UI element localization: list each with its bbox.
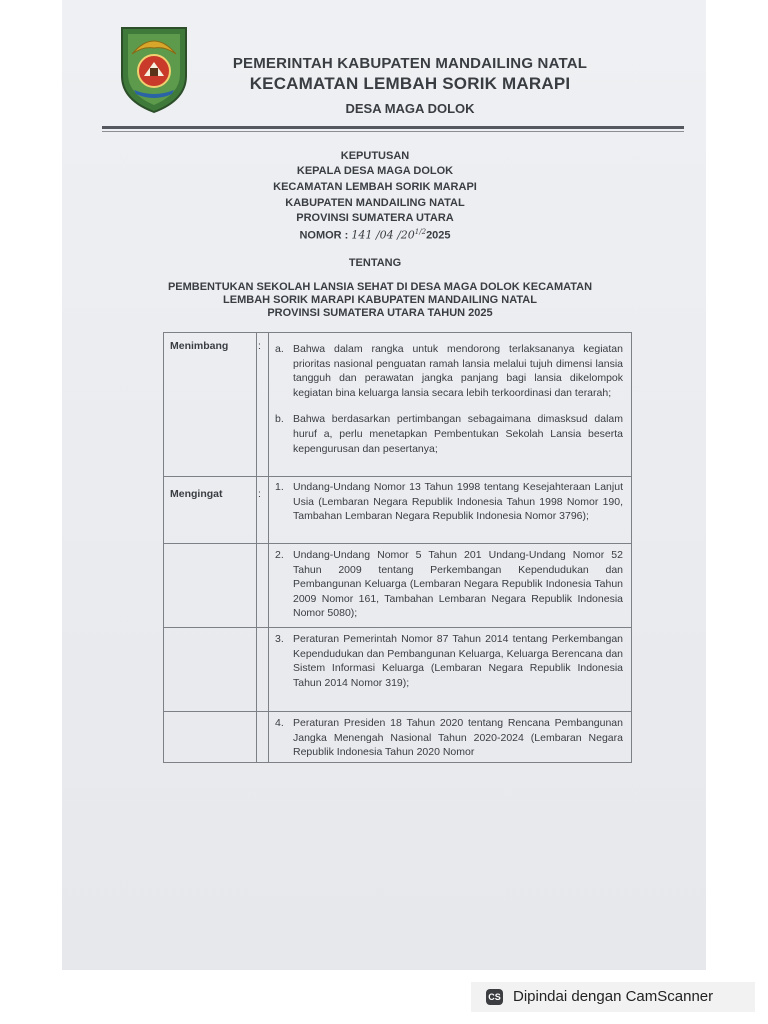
table-row [164, 628, 632, 712]
empty-cell [164, 544, 257, 628]
table-row [164, 333, 632, 477]
item-text: Bahwa berdasarkan pertimbangan sebagaimana dimasksud dalam huruf a, perlu menetapkan Pembentukan Sekolah Lansia beserta kepengurusan dan pesertanya; [293, 413, 623, 455]
item-text: Bahwa dalam rangka untuk mendorong terlaksananya kegiatan prioritas nasional penguatan ramah lansia melalui tujuh dimensi lansia tangguh dan perawatan jangka panjang bagi lansia dikelompok kegiatan bina keluarga lansia secara lebih terkoordinasi dan terarah; [293, 343, 623, 399]
item-text: Peraturan Pemerintah Nomor 87 Tahun 2014 tentang Perkembangan Kependudukan dan Pembangunan Keluarga, Keluarga Berencana dan Sistem Informasi Keluarga (Lembaran Negara Republik Indonesia Tahun 2014 Nomor 319); [293, 633, 623, 689]
decree-number-year: 2025 [426, 229, 451, 242]
regency-emblem-icon [118, 24, 190, 114]
district-name: KECAMATAN LEMBAH SORIK MARAPI [249, 74, 571, 93]
empty-cell [257, 544, 269, 628]
decree-number [200, 228, 550, 242]
item-marker: 4. [275, 717, 284, 729]
list-item [275, 342, 623, 400]
government-name: PEMERINTAH KABUPATEN MANDAILING NATAL [232, 55, 588, 72]
decree-district: KECAMATAN LEMBAH SORIK MARAPI [273, 181, 477, 193]
item-marker: a. [275, 343, 284, 355]
considerations-table [163, 332, 632, 763]
camscanner-label: Dipindai dengan CamScanner [513, 988, 714, 1005]
mengingat-item-cell [269, 628, 632, 712]
empty-cell [164, 712, 257, 763]
menimbang-label: Menimbang [164, 333, 257, 477]
item-marker: 3. [275, 633, 284, 645]
decree-number-label: NOMOR : [299, 229, 349, 242]
decree-regency: KABUPATEN MANDAILING NATAL [285, 197, 465, 209]
mengingat-label: Mengingat [164, 477, 257, 544]
table-row [164, 544, 632, 628]
decree-issuer: KEPALA DESA MAGA DOLOK [296, 165, 454, 177]
decree-subject-line: PROVINSI SUMATERA UTARA TAHUN 2025 [267, 307, 493, 319]
table-row [164, 712, 632, 763]
list-item [275, 412, 623, 456]
header-divider-thin [102, 131, 684, 132]
item-marker: 1. [275, 481, 284, 493]
item-marker: b. [275, 413, 284, 426]
about-heading: TENTANG [348, 257, 402, 269]
list-item [275, 480, 623, 524]
colon: : [257, 333, 269, 477]
list-item [275, 632, 623, 690]
decree-number-handwritten-sup: 1/2 [414, 228, 427, 236]
mengingat-item-cell [269, 712, 632, 763]
decree-province: PROVINSI SUMATERA UTARA [296, 212, 454, 224]
empty-cell [164, 628, 257, 712]
camscanner-badge [471, 982, 755, 1012]
camscanner-logo-icon: CS [486, 989, 503, 1005]
empty-cell [257, 712, 269, 763]
mengingat-item-cell [269, 477, 632, 544]
empty-cell [257, 628, 269, 712]
decree-subject-line: LEMBAH SORIK MARAPI KABUPATEN MANDAILING NATAL [223, 294, 537, 306]
list-item [275, 548, 623, 621]
decree-title: KEPUTUSAN [340, 150, 410, 162]
item-marker: 2. [275, 549, 284, 561]
village-name: DESA MAGA DOLOK [345, 101, 475, 116]
table-row [164, 477, 632, 544]
menimbang-content [269, 333, 632, 477]
list-item [275, 716, 623, 760]
decree-number-handwritten: 141 /04 /20 [351, 228, 415, 242]
item-text: Undang-Undang Nomor 13 Tahun 1998 tentang Kesejahteraan Lanjut Usia (Lembaran Negara Republik Indonesia Tahun 1998 Nomor 190, Tambahan Lembaran Negara Republik Indonesia Nomor 3796); [293, 481, 623, 523]
item-text: Peraturan Presiden 18 Tahun 2020 tentang Rencana Pembangunan Jangka Menengah Nasional Tahun 2020-2024 (Lembaran Negara Republik Indonesia Tahun 2020 Nomor [293, 717, 623, 759]
item-text: Undang-Undang Nomor 5 Tahun 201 Undang-Undang Nomor 52 Tahun 2009 tentang Perkembangan Kependudukan dan Pembangunan Keluarga (Lembaran Negara Republik Indonesia Tahun 2009 Nomor 161, Tambahan Lembaran Negara Republik Indonesia Nomor 5080); [293, 549, 623, 620]
colon: : [257, 477, 269, 544]
mengingat-item-cell [269, 544, 632, 628]
decree-subject [160, 281, 600, 320]
header-divider [102, 126, 684, 129]
decree-subject-line: PEMBENTUKAN SEKOLAH LANSIA SEHAT DI DESA MAGA DOLOK KECAMATAN [167, 281, 593, 293]
